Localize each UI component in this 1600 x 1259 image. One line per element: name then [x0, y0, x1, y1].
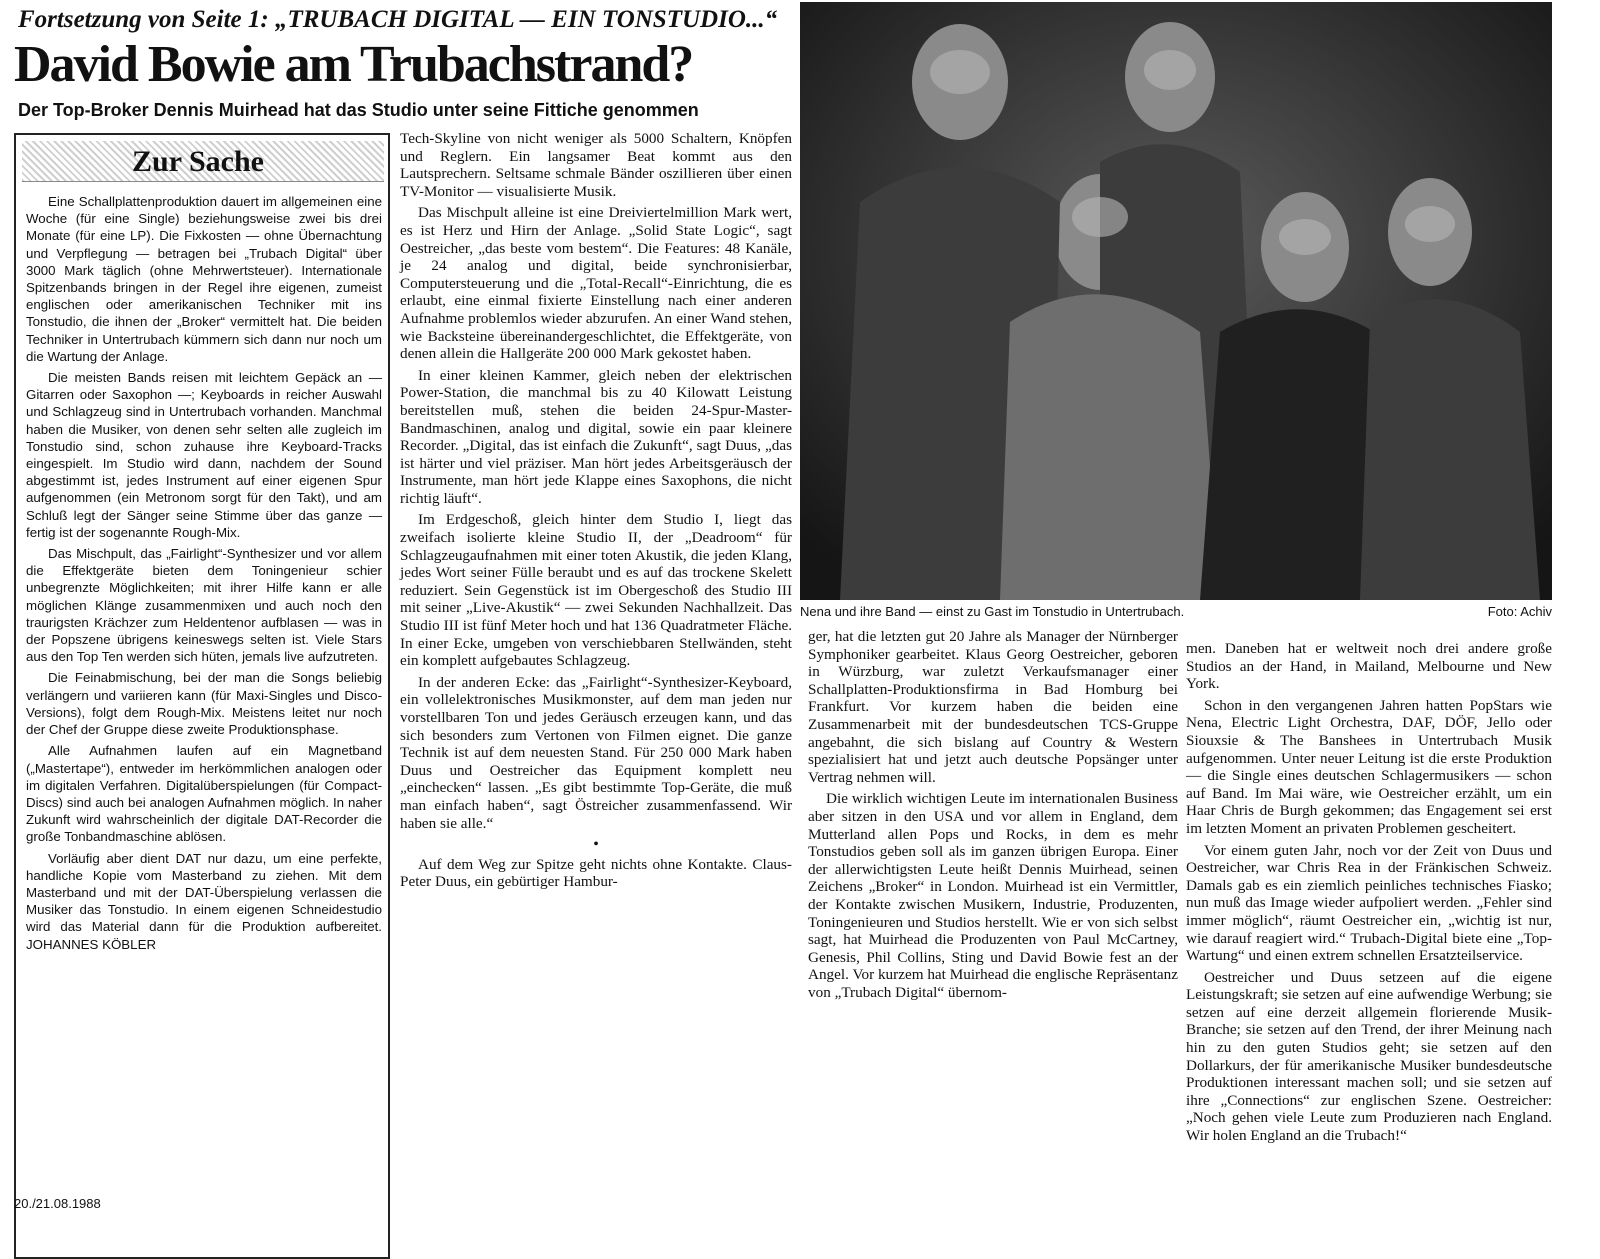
kicker: Fortsetzung von Seite 1: „TRUBACH DIGITAL — EIN TONSTUDIO...“ [18, 6, 778, 33]
section-separator: • [593, 836, 599, 854]
article-paragraph: Vor einem guten Jahr, noch vor der Zeit von Duus und Oestreicher, war Chris Rea in der Fränkischen Schweiz. Damals gab es ein ziemlich peinliches technisches Fiasko; nun muß das Image wieder aufpoliert werden. „Fehler sind immer möglich“, räumt Oestreicher ein, „wichtig ist nur, wie darauf reagiert wird.“ Trubach-Digital biete eine „Top-Wartung“ und einen extrem schnellen Ersatzteilservice. [1186, 841, 1552, 965]
sidebar-paragraph: Eine Schallplattenproduktion dauert im allgemeinen eine Woche (für eine Single) beziehungsweise zwei bis drei Monate (für eine LP). Die Fixkosten — ohne Übernachtung und Verpflegung — betragen bei „Trubach Digital“ über 3000 Mark täglich (ohne Mehrwertsteuer). Internationale Spitzenbands bringen in der Regel ihre eigenen, zumeist englischen oder amerikanischen Techniker mit ins Tonstudio, die ihnen der „Broker“ vermittelt hat. Die beiden Techniker in Untertrubach kümmern sich dann nur noch um die Wartung der Anlage. [26, 194, 382, 364]
sidebar-title-band [22, 141, 384, 182]
sidebar-paragraph: Die Feinabmischung, bei der man die Songs beliebig verlängern und variieren kann (für Maxi-Singles und Disco-Versions), folgt dem Rough-Mix. Meistens leitet nur noch der Chef der Gruppe diese zweite Produktionsphase. [26, 670, 382, 738]
subhead: Der Top-Broker Dennis Muirhead hat das Studio unter seine Fittiche genommen [18, 100, 699, 120]
article-paragraph: Schon in den vergangenen Jahren hatten PopStars wie Nena, Electric Light Orchestra, DAF, DÖF, Jello oder Siouxsie & The Banshees in Untertrubach Musik aufgenommen. Unter neuer Leitung ist die erste Produktion — die Single eines deutschen Schlagermusikers — schon auf Band. Im Mai wäre, wie Oestreicher erzählt, um ein Haar Chris de Burgh gekommen; das Engagement sei erst im letzten Moment an privaten Problemen gescheitert. [1186, 696, 1552, 837]
article-column-4 [1186, 640, 1552, 1149]
article-paragraph: men. Daneben hat er weltweit noch drei andere große Studios an der Hand, in Mailand, Melbourne und New York. [1186, 640, 1552, 693]
zur-sache-sidebar [14, 133, 390, 1259]
photo-credit: Foto: Achiv [1487, 604, 1552, 619]
headline: David Bowie am Trubachstrand? [14, 36, 693, 93]
article-paragraph: Oestreicher und Duus setzeen auf die eigene Leistungskraft; sie setzen auf eine aufwendige Werbung; sie setzen auf eine derzeit allgemein florierende Musik-Branche; sie setzen auf den Trend, der ihrer Meinung nach hin zu den guten Studios geht; sie setzen auf den Dollarkurs, der für amerikanische Musiker bundesdeutsche Produktionen interessant machen soll; und sie setzen auf ihre „Connections“ zur englischen Szene. Oestreicher: „Noch gehen viele Leute zum Produzieren nach England. Wir holen England an die Trubach!“ [1186, 968, 1552, 1145]
article-paragraph: Die wirklich wichtigen Leute im internationalen Business aber sitzen in den USA und vor allem in England, dem Mutterland allen Pops und Rocks, in dem es mehr Tonstudios geben soll als im ganzen übrigen Europa. Einer der allerwichtigsten Leute heißt Dennis Muirhead, seinen Zeichens „Broker“ in London. Muirhead ist ein Vermittler, der Kontakte zwischen Musikern, Industrie, Produzenten, Toningenieuren und Studios herstellt. Wie er von sich selbst sagt, hat Muirhead die Produzenten von Paul McCartney, Genesis, Phil Collins, Sting und David Bowie fest an der Angel. Vor kurzem hat Muirhead die englische Repräsentanz von „Trubach Digital“ übernom- [808, 790, 1178, 1001]
article-paragraph: Tech-Skyline von nicht weniger als 5000 Schaltern, Knöpfen und Reglern. Ein langsamer Beat kommt aus den Lautsprechern. Seltsame schmale Bänder oszillieren über einen TV-Monitor — visualisierte Musik. [400, 130, 792, 200]
photo-caption-text: Nena und ihre Band — einst zu Gast im Tonstudio in Untertrubach. [800, 604, 1185, 619]
article-paragraph: ger, hat die letzten gut 20 Jahre als Manager der Nürnberger Symphoniker gearbeitet. Klaus Georg Oestreicher, geboren in Würzburg, war zuletzt Verkaufsmanager einer Schallplatten-Produktionsfirma in Bad Homburg bei Frankfurt. Vor kurzem haben die beiden eine Zusammenarbeit mit der bundesdeutschen TCS-Gruppe angebahnt, die sich bislang auf Country & Western spezialisiert hat und jetzt auch deutsche Popsänger unter Vertrag nehmen will. [808, 628, 1178, 786]
article-paragraph: In einer kleinen Kammer, gleich neben der elektrischen Power-Station, die manchmal bis zu 40 Kilowatt Leistung bereitstellen muß, stehen die beiden 24-Spur-Master-Bandmaschinen, analog und digital, sowie ein paar kleinere Recorder. „Digital, das ist einfach die Zukunft“, sagt Duus, „das ist härter und viel präziser. Man hört jedes Arbeitsgeräusch der Instrumente, man hört jede Klappe eines Saxophons, die nicht richtig läuft“. [400, 366, 792, 507]
sidebar-body [26, 193, 382, 957]
photo-caption [800, 602, 1552, 622]
band-photo-image [800, 2, 1552, 600]
article-paragraph: Auf dem Weg zur Spitze geht nichts ohne Kontakte. Claus-Peter Duus, ein gebürtiger Hambur- [400, 855, 792, 891]
article-paragraph: Das Mischpult alleine ist eine Dreiviertelmillion Mark wert, es ist Herz und Hirn der Anlage. „Solid State Logic“, sagt Oestreicher, „das beste vom bestem“. Die Features: 48 Kanäle, je 24 analog und digital, beide synchronisierbar, Computersteuerung und die „Total-Recall“-Einrichtung, die es erlaubt, eine einmal fixierte Einstellung nach einer anderen Aufnahme problemlos wieder abzurufen. An einer Wand stehen, wie Backsteine übereinandergeschlichtet, die Effektgeräte, von denen allein die Hallgeräte 200 000 Mark gekostet haben. [400, 204, 792, 363]
article-paragraph: Im Erdgeschoß, gleich hinter dem Studio I, liegt das zweifach isolierte kleine Studio II, der „Deadroom“ für Schlagzeugaufnahmen mit einer toten Akustik, die jeden Klang, jedes Wort seiner Fülle beraubt und es auf das trockene Skelett reduziert. Sein Gegenstück ist im Obergeschoß des Studio III mit seiner „Live-Akustik“ — zwei Sekunden Nachhallzeit. Das Studio III ist fünf Meter hoch und hat 136 Quadratmeter Fläche. In einer Ecke, umgeben von verschiebbaren Stellwänden, steht ein komplett aufgebautes Schlagzeug. [400, 511, 792, 670]
sidebar-title: Zur Sache [132, 145, 264, 178]
band-photo [800, 2, 1552, 600]
article-paragraph: In der anderen Ecke: das „Fairlight“-Synthesizer-Keyboard, ein vollelektronisches Musikmonster, auf dem man jeden nur vorstellbaren Ton und jedes Geräusch erzeugen kann, und das sich besonders zum Vertonen von Filmen eignet. Die ganze Technik ist auf dem neuesten Stand. Für 250 000 Mark haben Duus und Oestreicher das Equipment komplett neu „einchecken“ lassen. „Es gibt bestimmte Top-Geräte, die muß man einfach haben“, sagt Östreicher zusammenfassend. Wir haben sie alle.“ [400, 673, 792, 832]
article-column-2 [400, 130, 792, 895]
publication-date: 20./21.08.1988 [14, 1196, 101, 1211]
sidebar-paragraph: Das Mischpult, das „Fairlight“-Synthesizer und vor allem die Effektgeräte bieten dem Toningenieur schier unbegrenzte Möglichkeiten; mit ihrer Hilfe kann er alle möglichen Klänge zusammenmixen und auch noch den traurigsten Krächzer zum Heldentenor aufblasen — was in der Popszene übrigens keineswegs selten ist. Viele Stars aus den Top Ten werden sich hüten, jemals live aufzutreten. [26, 546, 382, 665]
sidebar-paragraph: Alle Aufnahmen laufen auf ein Magnetband („Mastertape“), entweder im herkömmlichen analogen oder im digitalen Verfahren. Digitalüberspielungen (für Compact-Discs) sind auch bei analogen Aufnahmen möglich. In naher Zukunft wird wahrscheinlich der digitale DAT-Recorder die große Tonbandmaschine ablösen. [26, 743, 382, 845]
sidebar-paragraph: Die meisten Bands reisen mit leichtem Gepäck an — Gitarren oder Saxophon —; Keyboards in reicher Auswahl und Schlagzeug sind in Untertrubach vorhanden. Manchmal haben die Musiker, von denen sehr selten alle zugleich im Tonstudio sind, schon zuhause ihre Keyboard-Tracks eingespielt. Im Studio wird dann, nachdem der Sound abgestimmt ist, jedes Instrument auf einer eigenen Spur aufgenommen (ein Metronom sorgt für den Takt), und am Schluß legt der Sänger seine Stimme über das ganze — fertig ist der sogenannte Rough-Mix. [26, 370, 382, 540]
article-column-3 [808, 628, 1178, 1005]
sidebar-paragraph: Vorläufig aber dient DAT nur dazu, um eine perfekte, handliche Kopie vom Masterband zu ziehen. Mit dem Masterband und mit der DAT-Überspielung verlassen die Musiker das Tonstudio. In einem eigenen Schneidestudio wird das Material dann für die Produktion aufbereitet. JOHANNES KÖBLER [26, 850, 382, 952]
